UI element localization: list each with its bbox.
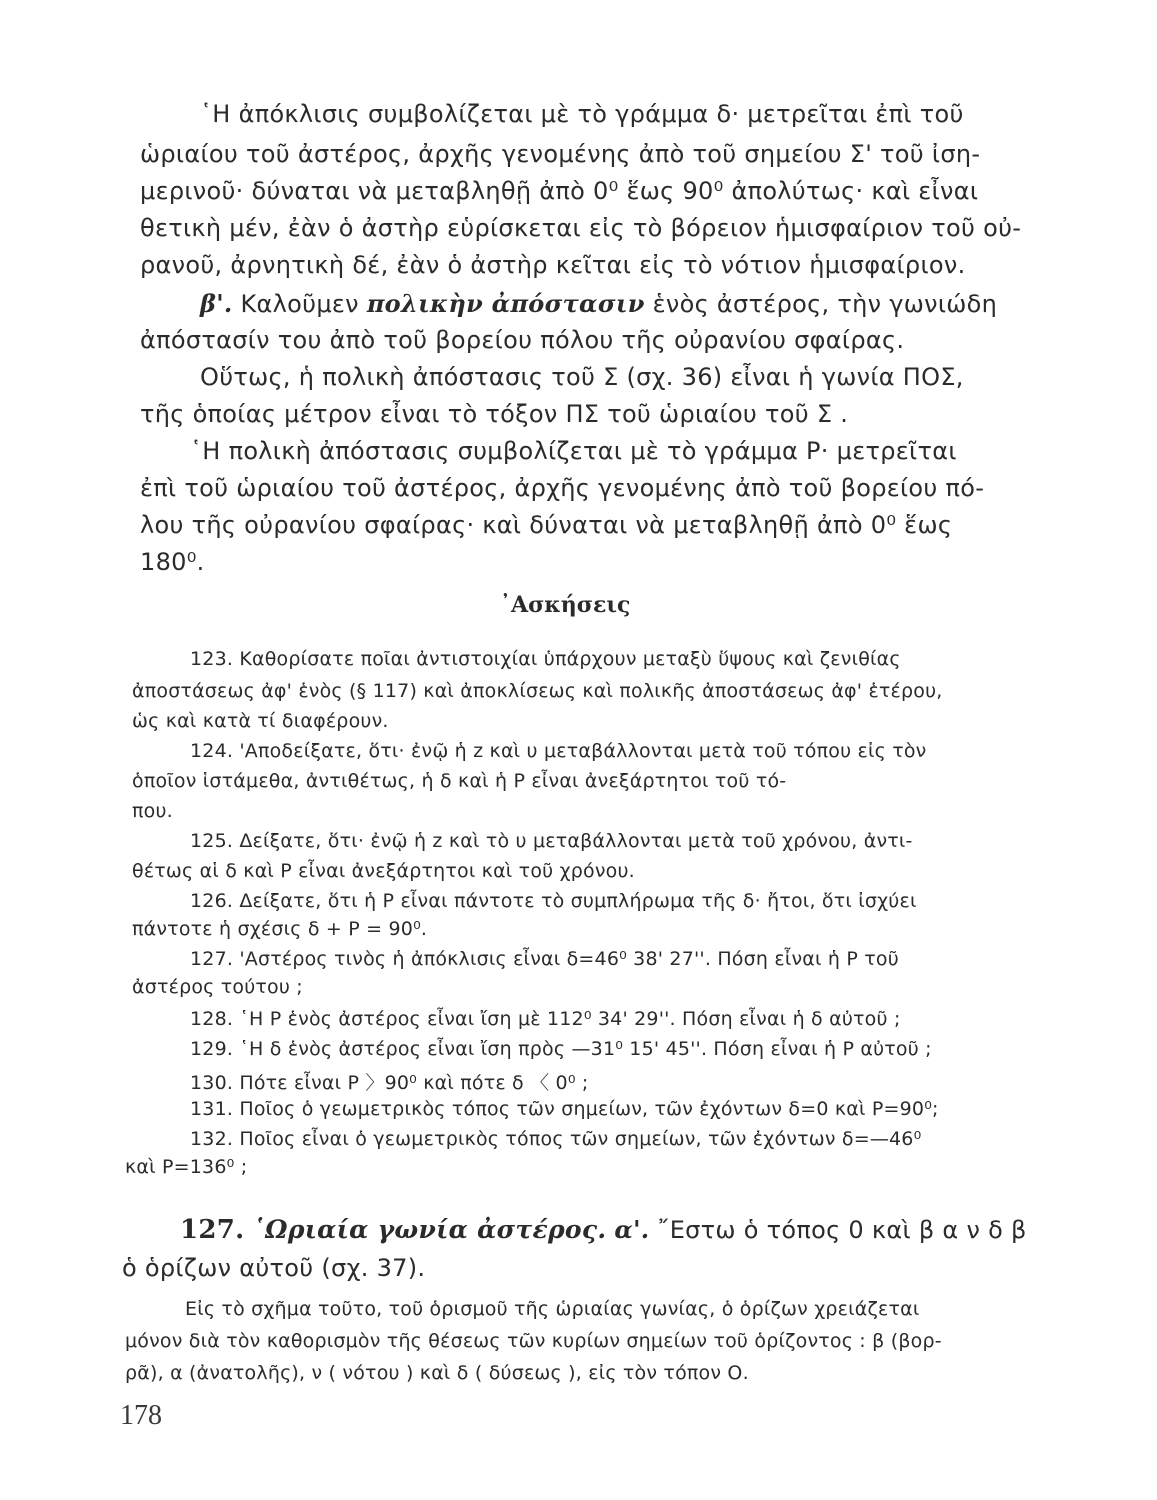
text-line: ὁ ὁρίζων αὐτοῦ (σχ. 37). bbox=[122, 1254, 426, 1282]
exercise-line: 131. Ποῖος ὁ γεωμετρικὸς τόπος τῶν σημείων, τῶν ἐχόντων δ=0 καὶ Ρ=90⁰; bbox=[190, 1098, 939, 1120]
exercise-line: θέτως αἱ δ καὶ Ρ εἶναι ἀνεξάρτητοι καὶ τοῦ χρόνου. bbox=[132, 860, 635, 882]
page-number: 178 bbox=[120, 1400, 162, 1431]
exercise-line: 130. Πότε εἶναι Ρ 〉90⁰ καὶ πότε δ 〈 0⁰ ; bbox=[190, 1072, 589, 1094]
text-line: θετικὴ μέν, ἐὰν ὁ ἀστὴρ εὑρίσκεται εἰς τὸ βόρειον ἡμισφαίριον τοῦ οὐ- bbox=[140, 214, 1022, 242]
text-span: Καλοῦμεν bbox=[240, 290, 359, 318]
exercise-line: 125. Δείξατε, ὅτι· ἐνῷ ἡ z καὶ τὸ υ μεταβάλλονται μετὰ τοῦ χρόνου, ἀντι- bbox=[190, 830, 913, 852]
exercise-line: ὡς καὶ κατὰ τί διαφέρουν. bbox=[132, 710, 389, 732]
exercise-line: 123. Καθορίσατε ποῖαι ἀντιστοιχίαι ὑπάρχουν μεταξὺ ὕψους καὶ ζενιθίας bbox=[190, 648, 901, 670]
exercise-line: 126. Δείξατε, ὅτι ἡ Ρ εἶναι πάντοτε τὸ συμπλήρωμα τῆς δ· ἤτοι, ὅτι ἰσχύει bbox=[190, 890, 917, 912]
exercise-line: 124. 'Αποδείξατε, ὅτι· ἐνῷ ἡ z καὶ υ μεταβάλλονται μετὰ τοῦ τόπου εἰς τὸν bbox=[190, 740, 927, 762]
item-label: α'. bbox=[614, 1215, 650, 1244]
text-line: μερινοῦ· δύναται νὰ μεταβληθῇ ἀπὸ 0⁰ ἕως 90⁰ ἀπολύτως· καὶ εἶναι bbox=[140, 177, 979, 205]
text-line: ῾Η πολικὴ ἀπόστασις συμβολίζεται μὲ τὸ γράμμα Ρ· μετρεῖται bbox=[190, 437, 957, 465]
text-line: Εἰς τὸ σχῆμα τοῦτο, τοῦ ὁρισμοῦ τῆς ὡριαίας γωνίας, ὁ ὁρίζων χρειάζεται bbox=[185, 1298, 920, 1320]
text-line: ρανοῦ, ἀρνητικὴ δέ, ἐὰν ὁ ἀστὴρ κεῖται εἰς τὸ νότιον ἡμισφαίριον. bbox=[140, 251, 966, 279]
section-heading: ᾿Ασκήσεις bbox=[500, 592, 631, 618]
exercise-line: ἀστέρος τούτου ; bbox=[132, 976, 303, 998]
text-line: ἀπόστασίν του ἀπὸ τοῦ βορείου πόλου τῆς οὐρανίου σφαίρας. bbox=[140, 326, 905, 354]
item-label: β'. bbox=[200, 289, 233, 318]
exercise-line: πάντοτε ἡ σχέσις δ + Ρ = 90⁰. bbox=[132, 918, 428, 940]
exercise-line: 132. Ποῖος εἶναι ὁ γεωμετρικὸς τόπος τῶν σημείων, τῶν ἐχόντων δ=—46⁰ bbox=[190, 1128, 922, 1150]
text-line: ὡριαίου τοῦ ἀστέρος, ἀρχῆς γενομένης ἀπὸ τοῦ σημείου Σ' τοῦ ἰση- bbox=[140, 140, 981, 168]
exercise-line: που. bbox=[132, 800, 173, 822]
definition-line bbox=[200, 289, 1157, 318]
text-line: 180⁰. bbox=[140, 548, 205, 576]
exercise-line: 129. ῾Η δ ἑνὸς ἀστέρος εἶναι ἴση πρὸς —31⁰ 15' 45''. Πόση εἶναι ἡ Ρ αὐτοῦ ; bbox=[190, 1038, 932, 1060]
section-number: 127. bbox=[180, 1215, 245, 1245]
exercise-line: 128. ῾Η Ρ ἑνὸς ἀστέρος εἶναι ἴση μὲ 112⁰ 34' 29''. Πόση εἶναι ἡ δ αὐτοῦ ; bbox=[190, 1008, 901, 1030]
exercise-line: ἀποστάσεως ἀφ' ἑνὸς (§ 117) καὶ ἀποκλίσεως καὶ πολικῆς ἀποστάσεως ἀφ' ἑτέρου, bbox=[132, 680, 943, 702]
text-span: ῎Εστω ὁ τόπος 0 καὶ β α ν δ β bbox=[657, 1216, 1027, 1244]
text-line: τῆς ὁποίας μέτρον εἶναι τὸ τόξον ΠΣ τοῦ ὡριαίου τοῦ Σ . bbox=[140, 400, 849, 428]
text-line: μόνον διὰ τὸν καθορισμὸν τῆς θέσεως τῶν κυρίων σημείων τοῦ ὁρίζοντος : β (βορ- bbox=[125, 1330, 942, 1352]
section-title: ῾Ωριαία γωνία ἀστέρος. bbox=[252, 1215, 607, 1244]
text-line: ἐπὶ τοῦ ὡριαίου τοῦ ἀστέρος, ἀρχῆς γενομένης ἀπὸ τοῦ βορείου πό- bbox=[140, 474, 985, 502]
exercise-line: ὁποῖον ἱστάμεθα, ἀντιθέτως, ἡ δ καὶ ἡ Ρ εἶναι ἀνεξάρτητοι τοῦ τό- bbox=[132, 770, 787, 792]
exercise-line: 127. 'Αστέρος τινὸς ἡ ἀπόκλισις εἶναι δ=46⁰ 38' 27''. Πόση εἶναι ἡ Ρ τοῦ bbox=[190, 948, 899, 970]
text-span: ἑνὸς ἀστέρος, τὴν γωνιώδη bbox=[652, 290, 998, 318]
section-title-line bbox=[180, 1215, 1157, 1245]
text-line: ρᾶ), α (ἀνατολῆς), ν ( νότου ) καὶ δ ( δύσεως ), εἰς τὸν τόπον Ο. bbox=[125, 1362, 749, 1384]
text-line: ῾Η ἀπόκλισις συμβολίζεται μὲ τὸ γράμμα δ· μετρεῖται ἐπὶ τοῦ bbox=[200, 100, 964, 128]
text-line: Οὕτως, ἡ πολικὴ ἀπόστασις τοῦ Σ (σχ. 36) εἶναι ἡ γωνία ΠΟΣ, bbox=[200, 363, 964, 391]
defined-term: πολικὴν ἀπόστασιν bbox=[366, 289, 645, 318]
text-line: λου τῆς οὐρανίου σφαίρας· καὶ δύναται νὰ μεταβληθῇ ἀπὸ 0⁰ ἕως bbox=[140, 511, 953, 539]
exercise-line: καὶ Ρ=136⁰ ; bbox=[125, 1156, 248, 1178]
